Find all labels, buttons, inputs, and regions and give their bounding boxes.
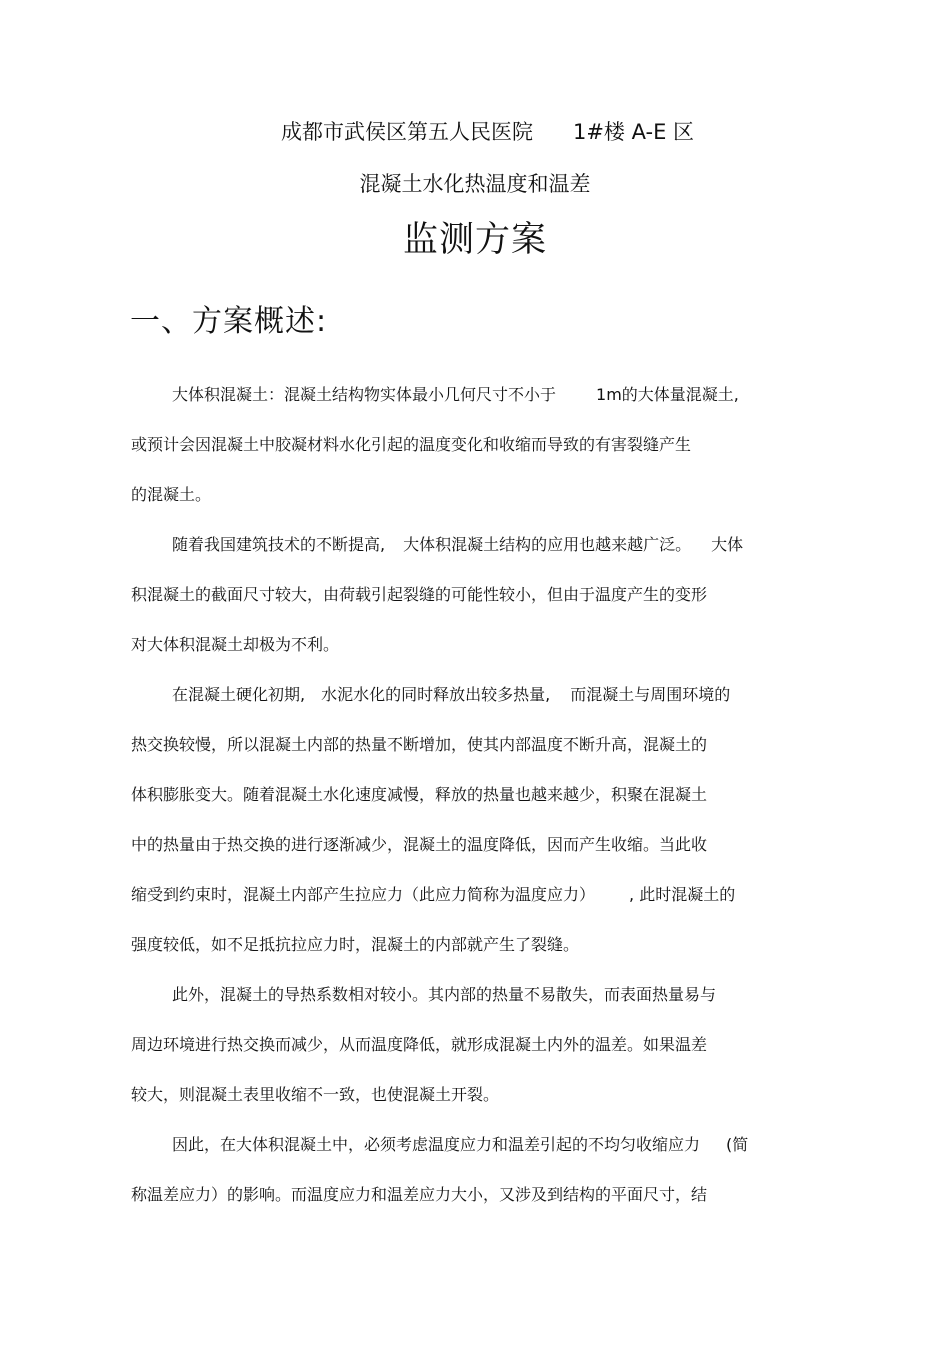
paragraph-5-line-2: 称温差应力）的影响。而温度应力和温差应力大小，又涉及到结构的平面尺寸，结 [131,1185,708,1204]
document-title-main: 监测方案 [402,220,547,260]
text-span: 大体 [711,535,744,554]
title-building-zone: 1#楼 A-E 区 [572,120,695,144]
paragraph-3-line-6: 强度较低，如不足抵抗拉应力时，混凝土的内部就产生了裂缝。 [131,935,580,954]
text-span: 水泥水化的同时释放出较多热量, [321,685,551,704]
paragraph-5-line-1 [172,1135,748,1155]
text-span: 大体积混凝土：混凝土结构物实体最小几何尺寸不小于 [172,385,557,404]
text-span: 缩受到约束时，混凝土内部产生拉应力（此应力简称为温度应力） [131,885,596,904]
paragraph-1-line-2: 或预计会因混凝土中胶凝材料水化引起的温度变化和收缩而导致的有害裂缝产生 [131,435,692,454]
paragraph-4-line-2: 周边环境进行热交换而减少，从而温度降低，就形成混凝土内外的温差。如果温差 [131,1035,708,1054]
paragraph-3-line-5 [131,885,735,905]
paragraph-2-line-3: 对大体积混凝土却极为不利。 [131,635,340,654]
text-span: , 此时混凝土的 [629,885,736,904]
text-span: (简 [726,1135,749,1154]
document-title-line-2: 混凝土水化热温度和温差 [359,172,591,196]
paragraph-1-line-1 [172,385,739,405]
document-title-line-1 [0,116,950,146]
title-hospital-name: 成都市武侯区第五人民医院 [280,120,533,144]
paragraph-2-line-2: 积混凝土的截面尺寸较大，由荷载引起裂缝的可能性较小，但由于温度产生的变形 [131,585,708,604]
text-span: 随着我国建筑技术的不断提高, [172,535,386,554]
text-span: 而混凝土与周围环境的 [570,685,731,704]
paragraph-3-line-2: 热交换较慢，所以混凝土内部的热量不断增加，使其内部温度不断升高，混凝土的 [131,735,708,754]
paragraph-1-line-3: 的混凝土。 [131,485,212,504]
text-span: 1m的大体量混凝土, [596,385,739,404]
text-span: 因此，在大体积混凝土中，必须考虑温度应力和温差引起的不均匀收缩应力 [172,1135,701,1154]
paragraph-3-line-4: 中的热量由于热交换的进行逐渐减少，混凝土的温度降低，因而产生收缩。当此收 [131,835,708,854]
text-span: 在混凝土硬化初期, [172,685,306,704]
paragraph-3-line-1 [172,685,730,705]
text-span: 大体积混凝土结构的应用也越来越广泛。 [403,535,692,554]
paragraph-2-line-1 [172,535,743,555]
section-heading: 一、方案概述: [130,304,328,339]
paragraph-4-line-1: 此外，混凝土的导热系数相对较小。其内部的热量不易散失，而表面热量易与 [172,985,717,1004]
paragraph-3-line-3: 体积膨胀变大。随着混凝土水化速度减慢，释放的热量也越来越少，积聚在混凝土 [131,785,708,804]
paragraph-4-line-3: 较大，则混凝土表里收缩不一致，也使混凝土开裂。 [131,1085,500,1104]
